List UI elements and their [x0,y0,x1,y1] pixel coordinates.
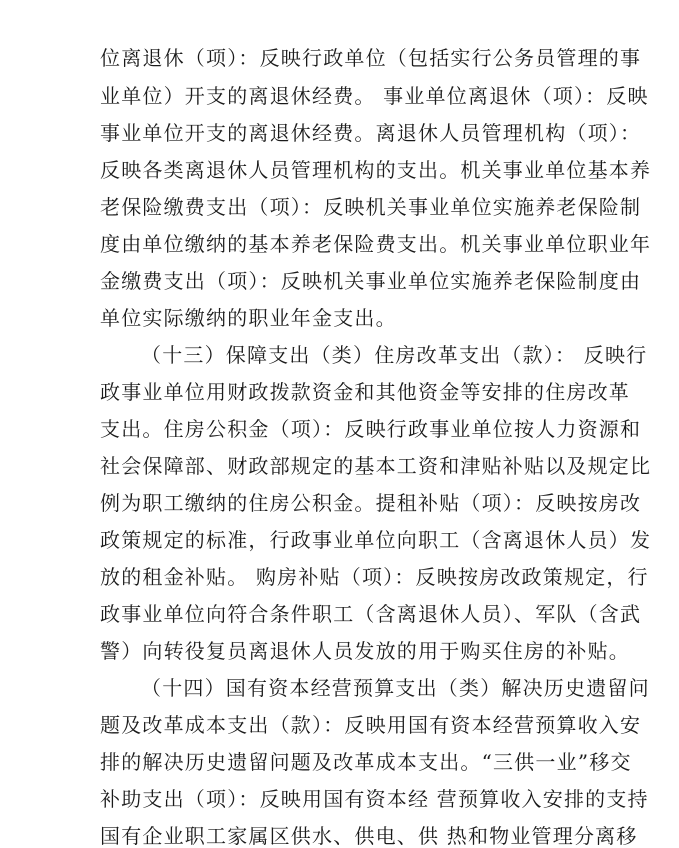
text-line: 业单位）开支的离退休经费。 事业单位离退休（项）：反映 [100,84,649,108]
text-line: 题及改革成本支出（款）：反映用国有资本经营预算收入安 [100,713,642,737]
text-line: 放的租金补贴。 购房补贴（项）：反映按房改政策规定，行 [100,565,649,589]
section-heading-line: （十三）保障支出（类）住房改革支出（款）： 反映行 [141,343,648,367]
text-line: 支出。住房公积金（项）：反映行政事业单位按人力资源和 [100,417,642,441]
text-line: 国有企业职工家属区供水、供电、供 热和物业管理分离移 [100,824,638,848]
text-line: 老保险缴费支出（项）：反映机关事业单位实施养老保险制 [100,195,642,219]
text-line: 补助支出（项）：反映用国有资本经 营预算收入安排的支持 [100,787,649,811]
text-line: 金缴费支出（项）：反映机关事业单位实施养老保险制度由 [100,269,642,293]
text-line: 政策规定的标准，行政事业单位向职工（含离退休人员）发 [100,528,652,552]
text-line: 排的解决历史遗留问题及改革成本支出。“三供一业”移交 [100,750,632,774]
text-line: 反映各类离退休人员管理机构的支出。机关事业单位基本养 [100,158,652,182]
text-line: 警）向转役复员离退休人员发放的用于购买住房的补贴。 [100,639,630,663]
section-heading-line: （十四）国有资本经营预算支出（类）解决历史遗留问 [141,676,650,700]
text-line: 政事业单位用财政拨款资金和其他资金等安排的住房改革 [100,380,630,404]
text-line: 例为职工缴纳的住房公积金。提租补贴（项）：反映按房改 [100,491,642,515]
text-line: 位离退休（项）：反映行政单位（包括实行公务员管理的事 [100,46,642,70]
text-line: 单位实际缴纳的职业年金支出。 [100,306,397,330]
text-line: 社会保障部、财政部规定的基本工资和津贴补贴以及规定比 [100,454,652,478]
text-line: 度由单位缴纳的基本养老保险费支出。机关事业单位职业年 [100,232,652,256]
text-line: 政事业单位向符合条件职工（含离退休人员）、军队（含武 [100,602,642,626]
text-line: 事业单位开支的离退休经费。离退休人员管理机构（项）： [100,121,642,145]
